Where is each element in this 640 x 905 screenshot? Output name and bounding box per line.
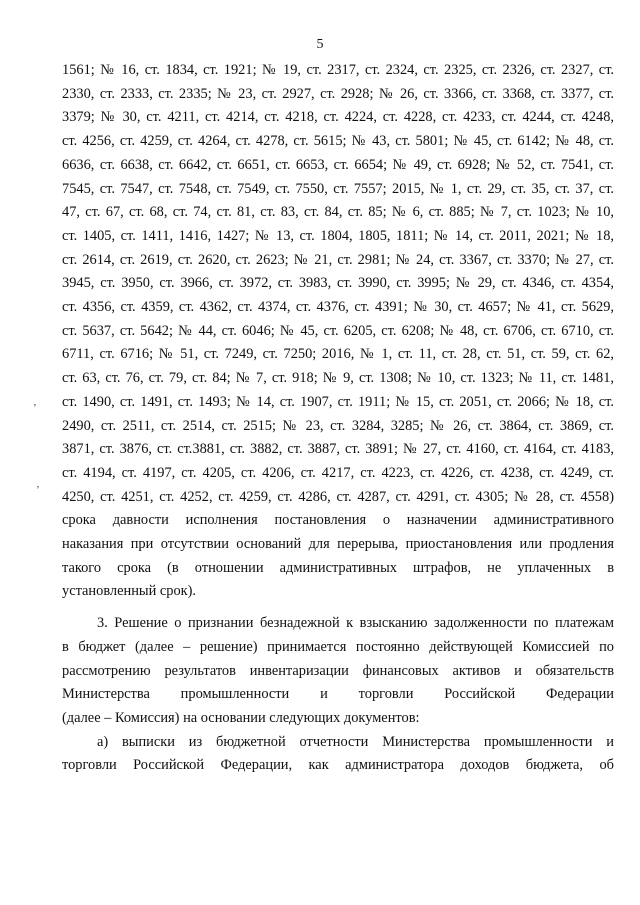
text-line: в бюджет (далее – решение) принимается постоянно действующей Комиссией по [62,638,614,655]
text-line: ст. 5637, ст. 5642; № 44, ст. 6046; № 45, ст. 6205, ст. 6208; № 48, ст. 6706, ст. 6710, ст. [62,322,614,339]
text-line: 47, ст. 67, ст. 68, ст. 74, ст. 81, ст. 83, ст. 84, ст. 85; № 6, ст. 885; № 7, ст. 1023; № 10, [62,204,614,221]
document-body [62,59,614,778]
text-line: 6636, ст. 6638, ст. 6642, ст. 6651, ст. 6653, ст. 6654; № 49, ст. 6928; № 52, ст. 7541, ст. [62,156,614,173]
text-line: ст. 1405, ст. 1411, 1416, 1427; № 13, ст. 1804, 1805, 1811; № 14, ст. 2011, 2021; № 18, [62,227,614,244]
text-line: 3945, ст. 3950, ст. 3966, ст. 3972, ст. 3983, ст. 3990, ст. 3995; № 29, ст. 4346, ст. 4354, [62,275,614,292]
text-line: ст. 2614, ст. 2619, ст. 2620, ст. 2623; № 21, ст. 2981; № 24, ст. 3367, ст. 3370; № 27, ст. [62,251,614,268]
text-line: Министерства промышленности и торговли Российской Федерации [62,686,614,703]
text-line: установленный срок). [62,583,197,600]
text-line: 3. Решение о признании безнадежной к взысканию задолженности по платежам [97,615,614,632]
text-line: 4250, ст. 4251, ст. 4252, ст. 4259, ст. 4286, ст. 4287, ст. 4291, ст. 4305; № 28, ст. 4558) [62,488,614,505]
margin-mark: ’ [33,402,37,414]
paragraph-gap [62,604,614,612]
text-line: 1561; № 16, ст. 1834, ст. 1921; № 19, ст. 2317, ст. 2324, ст. 2325, ст. 2326, ст. 2327, ст. [62,62,614,78]
text-line: торговли Российской Федерации, как администратора доходов бюджета, об [62,757,614,774]
text-line: 3871, ст. 3876, ст. ст.3881, ст. 3882, ст. 3887, ст. 3891; № 27, ст. 4160, ст. 4164, ст. 4183, [62,441,614,458]
text-line: а) выписки из бюджетной отчетности Министерства промышленности и [97,733,614,750]
text-line: ст. 4194, ст. 4197, ст. 4205, ст. 4206, ст. 4217, ст. 4223, ст. 4226, ст. 4238, ст. 4249, ст. [62,464,614,481]
page-number: 5 [316,37,324,52]
text-line: 3379; № 30, ст. 4211, ст. 4214, ст. 4218, ст. 4224, ст. 4228, ст. 4233, ст. 4244, ст. 4248, [62,109,614,126]
text-line: срока давности исполнения постановления о назначении административного [62,512,614,529]
text-line: 6711, ст. 6716; № 51, ст. 7249, ст. 7250; 2016, № 1, ст. 11, ст. 28, ст. 51, ст. 59, ст. 62, [62,346,614,363]
text-line: (далее – Комиссия) на основании следующих документов: [62,709,420,726]
text-line: ст. 4356, ст. 4359, ст. 4362, ст. 4374, ст. 4376, ст. 4391; № 30, ст. 4657; № 41, ст. 5629, [62,299,614,316]
text-line: 2330, ст. 2333, ст. 2335; № 23, ст. 2927, ст. 2928; № 26, ст. 3366, ст. 3368, ст. 3377, ст. [62,85,614,102]
text-line: ст. 4256, ст. 4259, ст. 4264, ст. 4278, ст. 5615; № 43, ст. 5801; № 45, ст. 6142; № 48, ст. [62,133,614,150]
text-line: рассмотрению результатов инвентаризации финансовых активов и обязательств [62,662,614,679]
text-line: 2490, ст. 2511, ст. 2514, ст. 2515; № 23, ст. 3284, 3285; № 26, ст. 3864, ст. 3869, ст. [62,417,614,434]
margin-mark: ’ [36,484,40,496]
text-line: наказания при отсутствии оснований для перерыва, приостановления или продления [62,536,614,553]
text-line: ст. 1490, ст. 1491, ст. 1493; № 14, ст. 1907, ст. 1911; № 15, ст. 2051, ст. 2066; № 18, ст. [62,393,614,410]
text-line: ст. 63, ст. 76, ст. 79, ст. 84; № 7, ст. 918; № 9, ст. 1308; № 10, ст. 1323; № 11, ст. 1481, [62,370,614,387]
text-line: 7545, ст. 7547, ст. 7548, ст. 7549, ст. 7550, ст. 7557; 2015, № 1, ст. 29, ст. 35, ст. 37, ст. [62,180,614,197]
text-line: такого срока (в отношении административных штрафов, не уплаченных в [62,559,614,576]
